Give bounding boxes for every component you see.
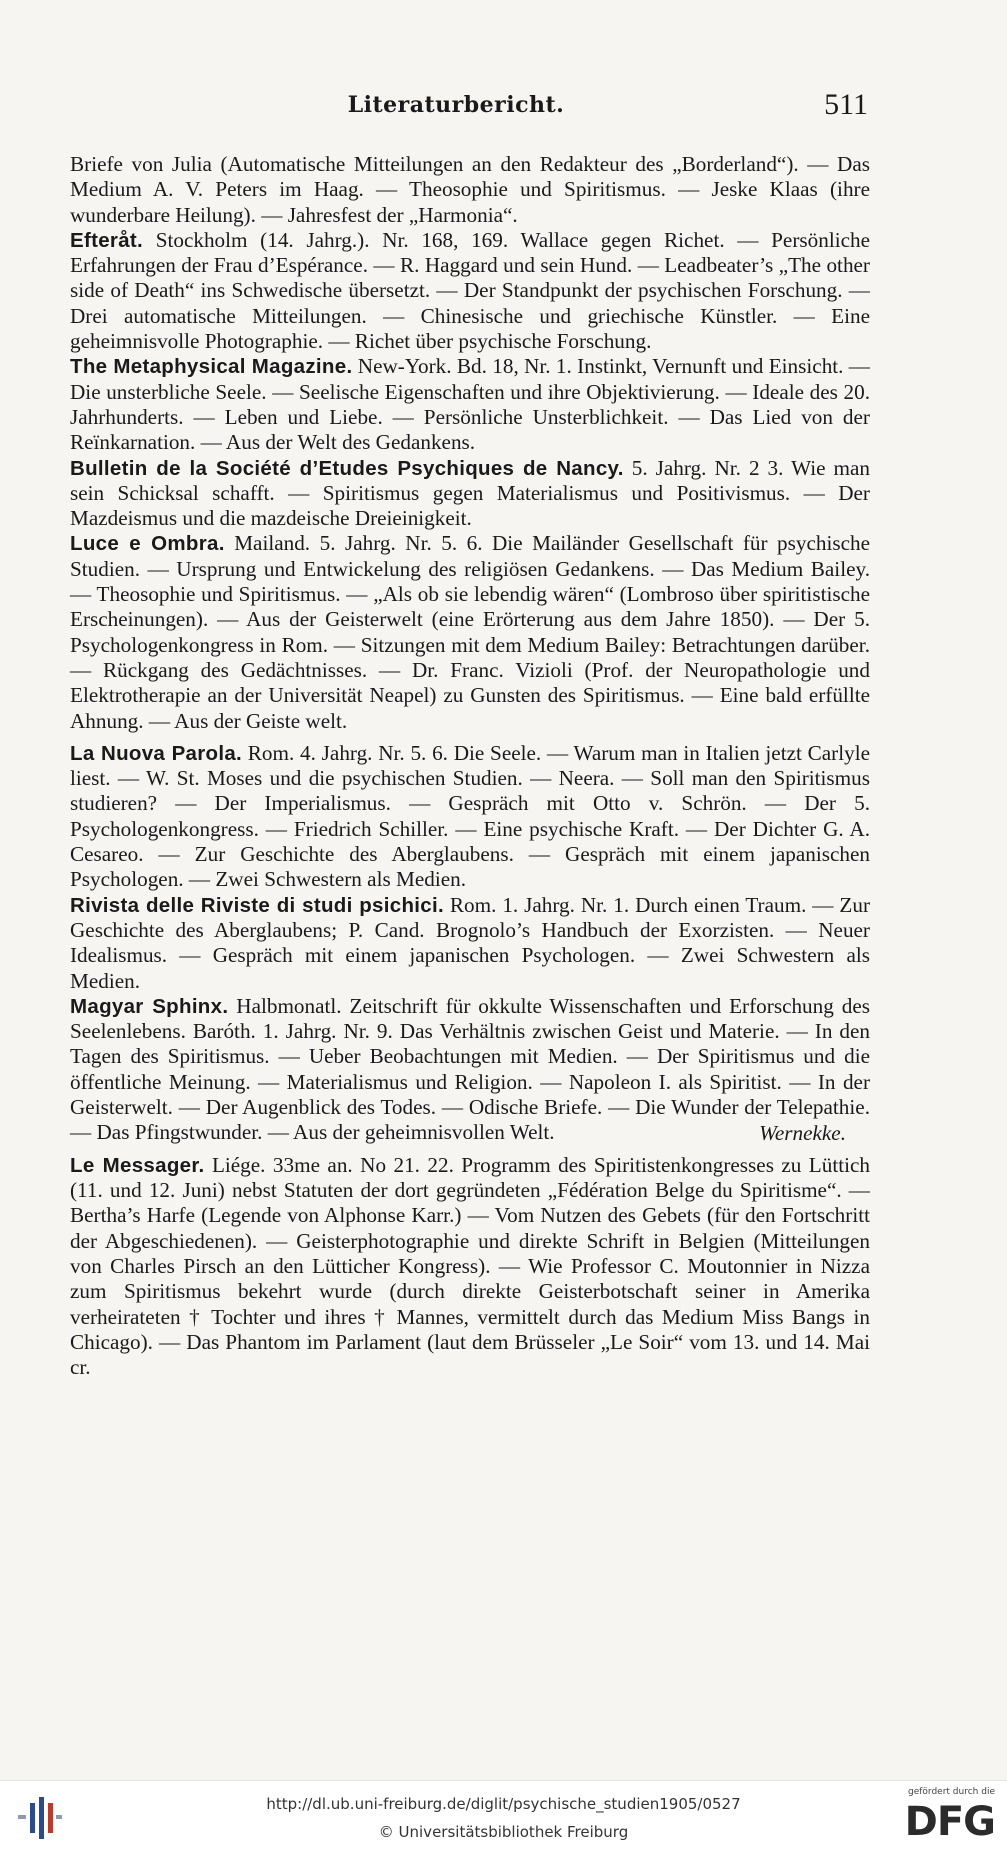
entry-text: 5. Jahrg. Nr. 2 3. Wie man sein Schicksal schafft. — Spiritismus gegen Materialismus und Positivismus. — Der Mazdeismus und die mazdeische Dreieinigkeit. [70,455,871,531]
author-signature: Wernekke. [759,1120,846,1145]
dfg-tagline: gefördert durch die [908,1787,995,1797]
entry-continuation [44,152,870,228]
document-url-link[interactable]: http://dl.ub.uni-freiburg.de/diglit/psychische_studien1905/0527 [266,1795,741,1813]
entry-la-nuova-parola [44,741,870,893]
viewer-footer [0,1780,1007,1853]
entry-rivista-delle-riviste [44,893,870,994]
entry-le-messager [44,1153,870,1381]
page-number: 511 [824,88,868,121]
periodical-name: Bulletin de la Société d’Etudes Psychiques de Nancy. [70,456,624,480]
entry-metaphysical-magazine [44,354,870,455]
periodical-name: The Metaphysical Magazine. [70,355,353,379]
dfg-logo [891,1787,995,1847]
entry-text: Mailand. 5. Jahrg. Nr. 5. 6. Die Mailänder Gesellschaft für psychische Studien. — Ursprung und Entwickelung des religiösen Gedankens. — Das Medium Bailey. — Theosophie und Spiritismus. — „Als ob sie lebendig wären“ (Lombroso über spiritistische Erscheinungen). — Aus der Geisterwelt (eine Erörterung aus dem Jahre 1850). — Der 5. Psychologenkongress in Rom. — Sitzungen mit dem Medium Bailey: Betrachtungen darüber. — Rückgang des Gedächtnisses. — Dr. Franc. Vizioli (Prof. der Neuropathologie und Elektrotherapie an der Universität Neapel) zu Gunsten des Spiritismus. — Eine bald erfüllte Ahnung. — Aus der Geiste welt. [70,531,871,733]
periodical-name: Efteråt. [70,228,144,252]
entry-text: Rom. 1. Jahrg. Nr. 1. Durch einen Traum. — Zur Geschichte des Aberglaubens; P. Cand. Brognolo’s Handbuch der Exorzisten. — Neuer Idealismus. — Gespräch mit einem japanischen Psychologen. — Zwei Schwestern als Medien. [70,892,871,993]
entry-text: Stockholm (14. Jahrg.). Nr. 168, 169. Wallace gegen Richet. — Persönliche Erfahrungen der Frau d’Espérance. — R. Haggard und sein Hund. — Leadbeater’s „The other side of Death“ ins Schwedische übersetzt. — Der Standpunkt der psychischen Forschung. — Drei automatische Mitteilungen. — Chinesische und griechische Künstler. — Eine geheimnisvolle Photographie. — Richet über psychische Forschung. [70,227,871,354]
entry-magyar-sphinx [44,994,870,1146]
copyright-notice: © Universitätsbibliothek Freiburg [378,1823,629,1841]
periodical-name: La Nuova Parola. [70,741,243,765]
entry-text: Rom. 4. Jahrg. Nr. 5. 6. Die Seele. — Warum man in Italien jetzt Carlyle liest. — W. St. Moses und die psychischen Studien. — Neera. — Soll man den Spiritismus studieren? — Der Imperialismus. — Gespräch mit Otto v. Schrön. — Der 5. Psychologenkongress. — Friedrich Schiller. — Eine psychische Kraft. — Der Dichter G. A. Cesareo. — Zur Geschichte des Aberglaubens. — Gespräch mit einem japanischen Psychologen. — Zwei Schwestern als Medien. [70,740,870,892]
periodical-name: Luce e Ombra. [70,532,225,556]
entry-text: Halbmonatl. Zeitschrift für okkulte Wissenschaften und Erforschung des Seelenlebens. Baróth. 1. Jahrg. Nr. 9. Das Verhältnis zwischen Geist und Materie. — In den Tagen des Spiritismus. — Ueber Beobachtungen mit Medien. — Der Spiritismus und die öffentliche Meinung. — Materialismus und Religion. — Napoleon I. als Spiritist. — In der Geisterwelt. — Der Augenblick des Todes. — Odische Briefe. — Die Wunder der Telepathie. — Das Pfingstwunder. — Aus der geheimnisvollen Welt. [70,993,871,1145]
running-title: Literaturbericht. [347,92,565,118]
periodical-name: Magyar Sphinx. [70,994,229,1018]
entry-text: Liége. 33me an. No 21. 22. Programm des Spiritistenkongresses zu Lüttich (11. und 12. Juni) nebst Statuten der dort gegründeten „Fédération Belge du Spiritisme“. — Bertha’s Harfe (Legende von Alphonse Karr.) — Vom Nutzen des Gebets (für den Fortschritt der Abgeschiedenen). — Geisterphotographie und direkte Schrift in Belgien (Mitteilungen von Charles Pirsch an den Lütticher Kongress). — Wie Professor C. Moutonnier in Nizza zum Spiritismus bekehrt wurde (durch direkte Geisterbotschaft seiner in Amerika verheirateten † Tochter und ihres † Mannes, vermittelt durch das Medium Miss Bangs in Chicago). — Das Phantom im Parlament (laut dem Brüsseler „Le Soir“ vom 13. und 14. Mai cr. [70,1152,870,1380]
entry-text: New-York. Bd. 18, Nr. 1. Instinkt, Vernunft und Einsicht. — Die unsterbliche Seele. — Seelische Eigenschaften und ihre Objektivierung. — Ideale des 20. Jahrhunderts. — Leben und Liebe. — Persönliche Unsterblichkeit. — Das Lied von der Reïnkarnation. — Aus der Welt des Gedankens. [70,354,870,455]
entry-text: Briefe von Julia (Automatische Mitteilungen an den Redakteur des „Borderland“). — Das Medium A. V. Peters im Haag. — Theosophie und Spiritismus. — Jeske Klaas (ihre wunderbare Heilung). — Jahresfest der „Harmonia“. [70,152,870,227]
dfg-wordmark: DFG [904,1799,995,1845]
entry-luce-e-ombra [44,531,870,733]
periodical-name: Le Messager. [70,1153,205,1177]
running-header [44,88,868,128]
periodical-name: Rivista delle Riviste di studi psichici. [70,893,444,917]
entry-efteraat [44,228,870,354]
entry-bulletin-nancy [44,456,870,532]
article-body [44,152,870,1381]
